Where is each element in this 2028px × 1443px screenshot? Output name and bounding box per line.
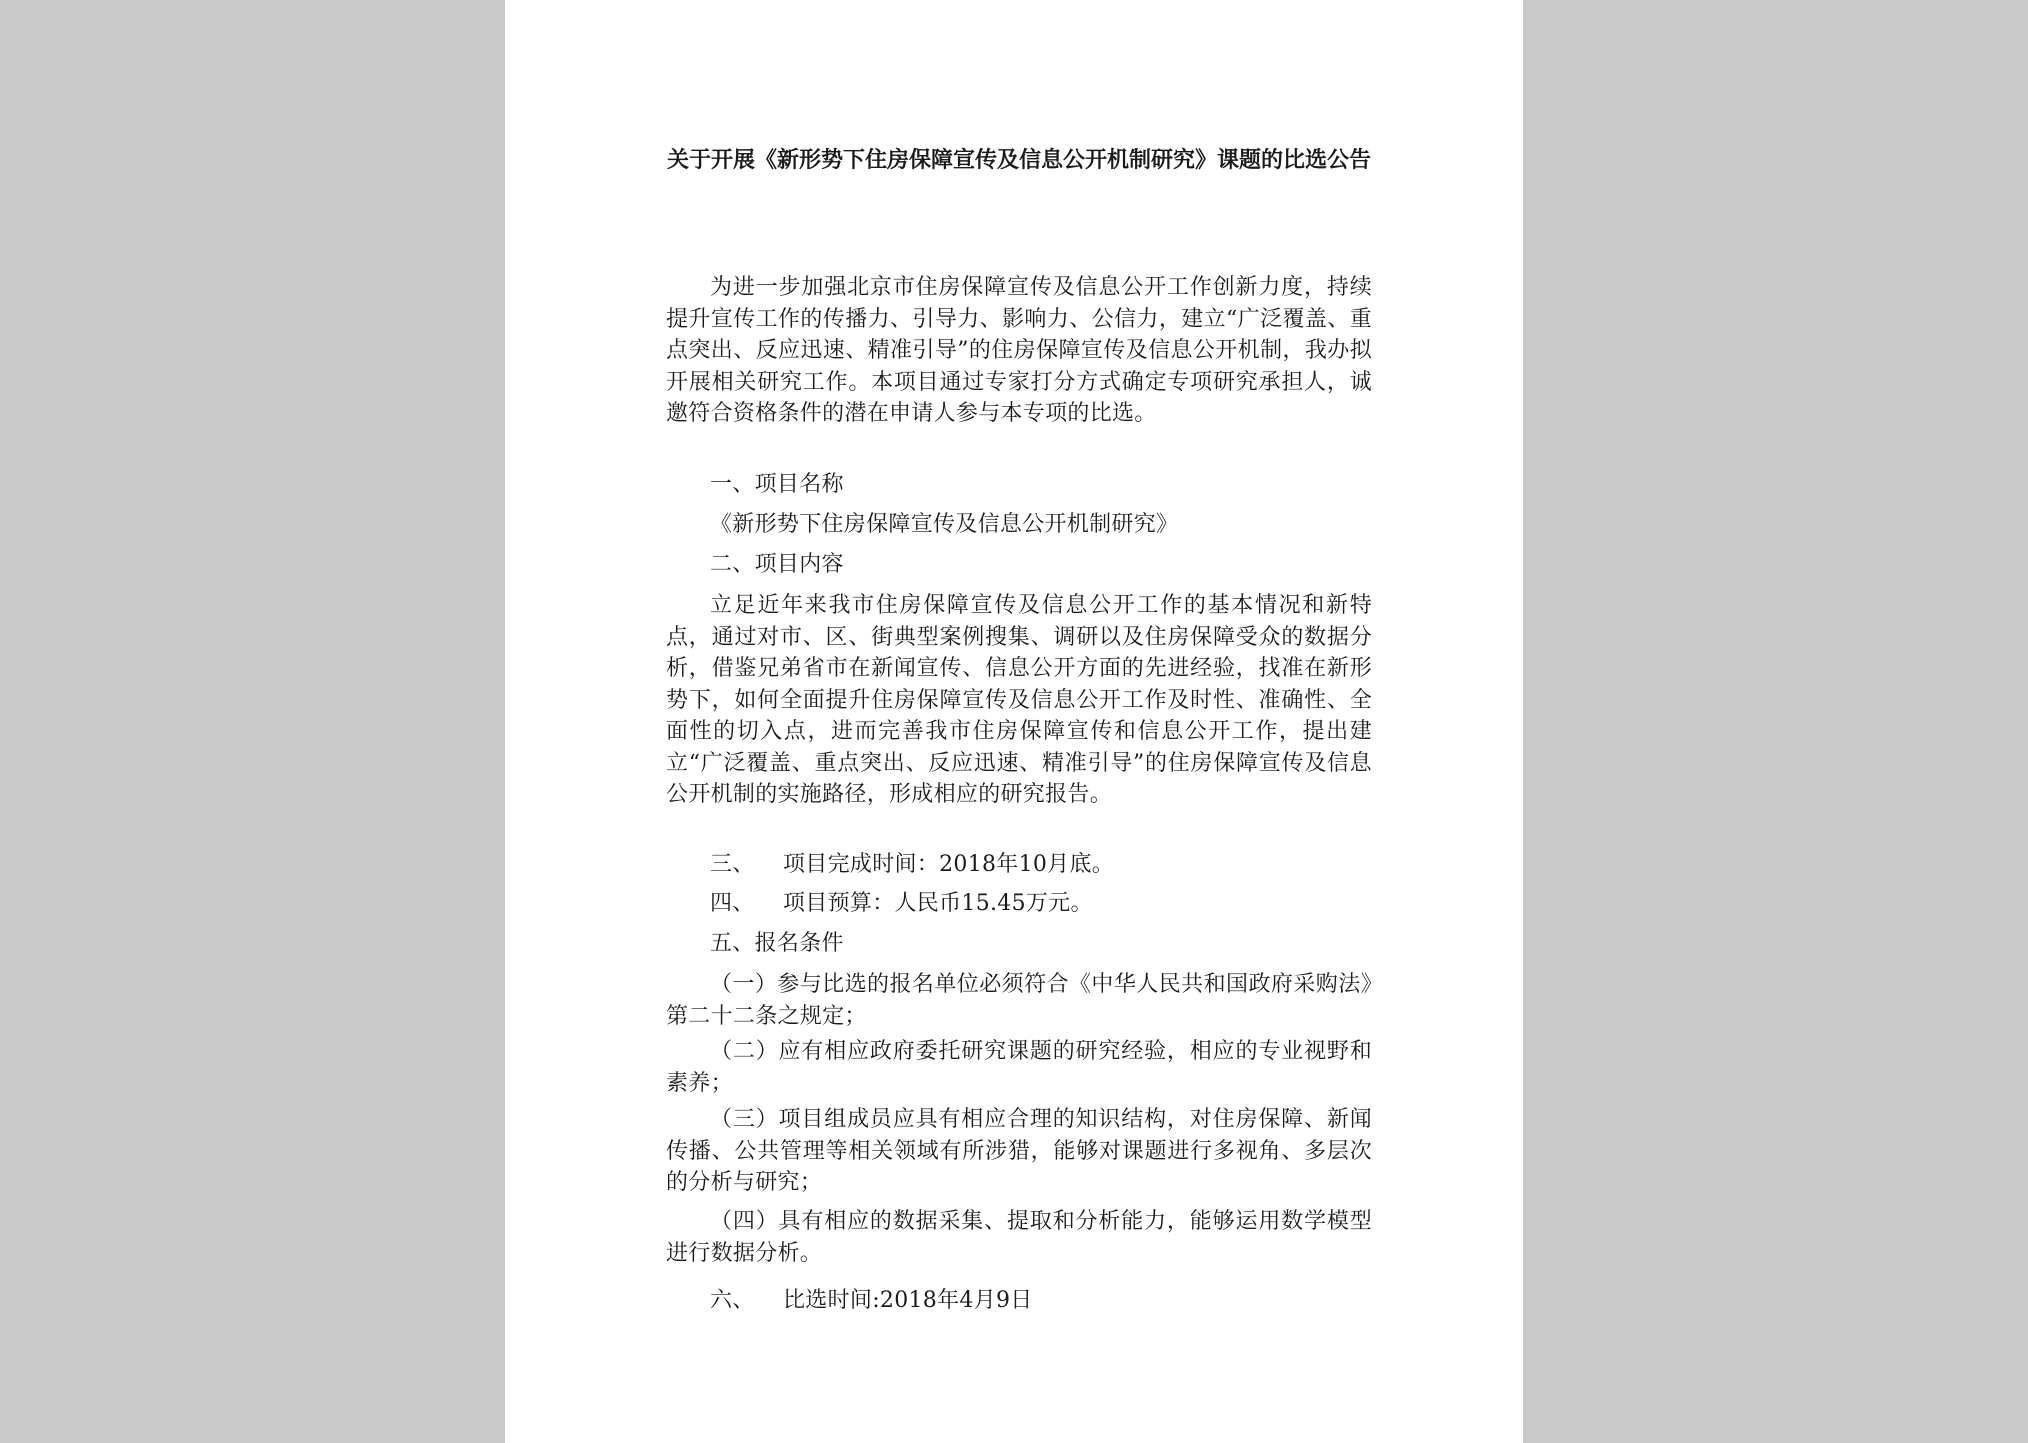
section-3-line [666,849,1416,881]
document-title: 关于开展《新形势下住房保障宣传及信息公开机制研究》课题的比选公告 [666,148,1371,173]
section-4-number: 四、 [710,891,755,916]
intro-paragraph: 为进一步加强北京市住房保障宣传及信息公开工作创新力度，持续提升宣传工作的传播力、引导力、影响力、公信力，建立“广泛覆盖、重点突出、反应迅速、精准引导”的住房保障宣传及信息公开机制，我办拟开展相关研究工作。本项目通过专家打分方式确定专项研究承担人，诚邀符合资格条件的潜在申请人参与本专项的比选。 [666,275,1372,426]
section-3-number: 三、 [710,852,755,877]
section-2-body: 立足近年来我市住房保障宣传及信息公开工作的基本情况和新特点，通过对市、区、街典型案例搜集、调研以及住房保障受众的数据分析，借鉴兄弟省市在新闻宣传、信息公开方面的先进经验，找准在新形势下，如何全面提升住房保障宣传及信息公开工作及时性、准确性、全面性的切入点，进而完善我市住房保障宣传和信息公开工作，提出建立“广泛覆盖、重点突出、反应迅速、精准引导”的住房保障宣传及信息公开机制的实施路径，形成相应的研究报告。 [666,593,1372,807]
section-4-line [666,888,1416,920]
document-page [505,0,1523,1443]
section-5-item: （三）项目组成员应具有相应合理的知识结构，对住房保障、新闻传播、公共管理等相关领域有所涉猎，能够对课题进行多视角、多层次的分析与研究； [666,1107,1372,1195]
section-3-text: 项目完成时间：2018年10月底。 [783,852,1115,877]
section-4-text: 项目预算：人民币15.45万元。 [783,891,1093,916]
section-6-text: 比选时间:2018年4月9日 [783,1288,1033,1313]
section-2-heading: 二、项目内容 [710,552,844,577]
section-5-heading: 五、报名条件 [710,931,844,956]
section-6-line [666,1285,1416,1317]
section-5-item: （二）应有相应政府委托研究课题的研究经验，相应的专业视野和素养； [666,1039,1372,1096]
section-5-item: （一）参与比选的报名单位必须符合《中华人民共和国政府采购法》第二十二条之规定； [666,972,1372,1029]
section-6-number: 六、 [710,1288,755,1313]
section-1-body: 《新形势下住房保障宣传及信息公开机制研究》 [710,512,1179,537]
section-5-item: （四）具有相应的数据采集、提取和分析能力，能够运用数学模型进行数据分析。 [666,1209,1372,1266]
section-1-heading: 一、项目名称 [710,472,844,497]
